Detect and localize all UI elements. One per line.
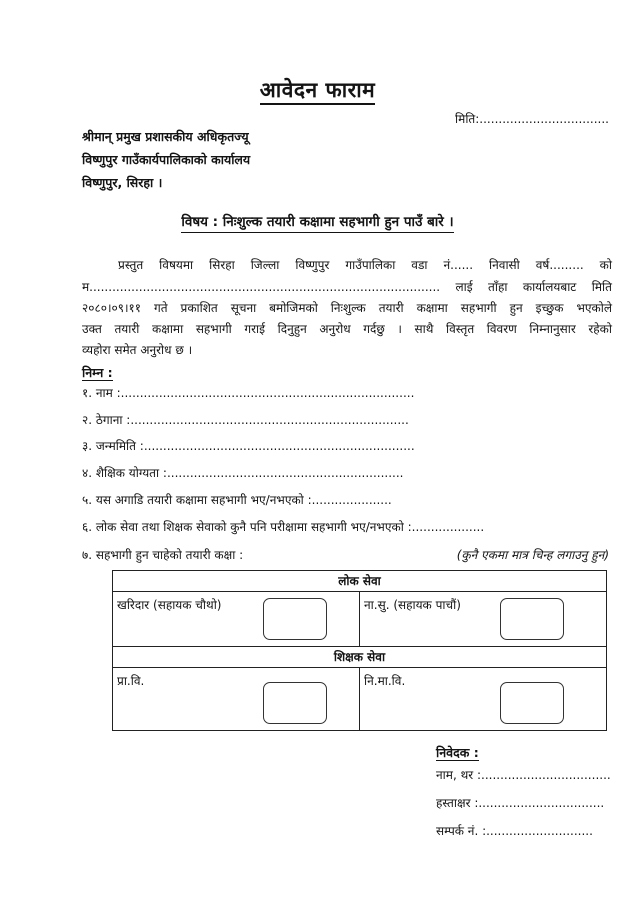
- option-pravi-checkbox[interactable]: [263, 682, 327, 724]
- detail-name-field[interactable]: १. नाम :.............................................................................: [82, 386, 415, 400]
- details-heading: निम्न :: [82, 365, 113, 380]
- option-nasu: [360, 592, 607, 647]
- body-line-3: २०८०।०९।११ गते प्रकाशित सूचना बमोजिमको निःशुल्क तयारी कक्षामा सहभागी हुन इच्छुक भएकोले: [82, 301, 612, 315]
- addressee-line-1: श्रीमान् प्रमुख प्रशासकीय अधिकृतज्यू: [82, 129, 249, 144]
- body-line-4: उक्त तयारी कक्षामा सहभागी गराई दिनुहुन अनुरोध गर्दछु । साथै विस्तृत विवरण निम्नानुसार रहेको: [82, 322, 612, 336]
- applicant-heading: निवेदक :: [436, 745, 479, 760]
- form-title: आवेदन फाराम: [0, 76, 635, 104]
- option-nimavi-checkbox[interactable]: [500, 682, 564, 724]
- option-kharidar: [113, 592, 360, 647]
- body-line-5: व्यहोरा समेत अनुरोध छ ।: [82, 343, 193, 357]
- option-nasu-checkbox[interactable]: [500, 598, 564, 640]
- option-pravi: [113, 668, 360, 731]
- body-line-2: म............................................................................................ लाई ताँहा कार्यालयबाट मिति: [82, 280, 612, 294]
- detail-class-choice-label: ७. सहभागी हुन चाहेको तयारी कक्षा :: [82, 548, 244, 562]
- applicant-contact-field[interactable]: सम्पर्क नं. :............................: [436, 824, 593, 838]
- detail-address-field[interactable]: २. ठेगाना :.........................................................................: [82, 413, 409, 427]
- detail-dob-field[interactable]: ३. जन्ममिति :.......................................................................: [82, 439, 415, 453]
- option-nimavi: [360, 668, 607, 731]
- addressee-line-3: विष्णुपुर, सिरहा ।: [82, 175, 163, 190]
- date-line: मिति:..................................: [455, 112, 609, 126]
- applicant-signature-field[interactable]: हस्ताक्षर :.................................: [436, 796, 605, 810]
- detail-prior-class-field[interactable]: ५. यस अगाडि तयारी कक्षामा सहभागी भए/नभएको :.....................: [82, 493, 392, 507]
- selection-note: (कुनै एकमा मात्र चिन्ह लगाउनु हुन): [456, 548, 609, 562]
- class-options-table: [112, 570, 607, 731]
- option-kharidar-label: खरिदार (सहायक चौथो): [117, 598, 222, 612]
- detail-prior-exam-field[interactable]: ६. लोक सेवा तथा शिक्षक सेवाको कुनै पनि परीक्षामा सहभागी भए/नभएको :...................: [82, 520, 485, 534]
- section-shikshak-sewa-header: शिक्षक सेवा: [113, 647, 607, 668]
- detail-education-field[interactable]: ४. शैक्षिक योग्यता :..............................................................: [82, 466, 404, 480]
- body-line-1: प्रस्तुत विषयमा सिरहा जिल्ला विष्णुपुर गाउँपालिका वडा नं...... निवासी वर्ष......... को: [118, 258, 612, 272]
- section-lok-sewa-header: लोक सेवा: [113, 571, 607, 592]
- option-nimavi-label: नि.मा.वि.: [364, 674, 406, 688]
- applicant-name-field[interactable]: नाम, थर :..................................: [436, 768, 611, 782]
- option-nasu-label: ना.सु. (सहायक पाचौं): [364, 598, 461, 612]
- addressee-line-2: विष्णुपुर गाउँकार्यपालिकाको कार्यालय: [82, 152, 251, 167]
- option-kharidar-checkbox[interactable]: [263, 598, 327, 640]
- subject-line: विषय : निःशुल्क तयारी कक्षामा सहभागी हुन पाउँ बारे ।: [0, 212, 635, 230]
- option-pravi-label: प्रा.वि.: [117, 674, 145, 688]
